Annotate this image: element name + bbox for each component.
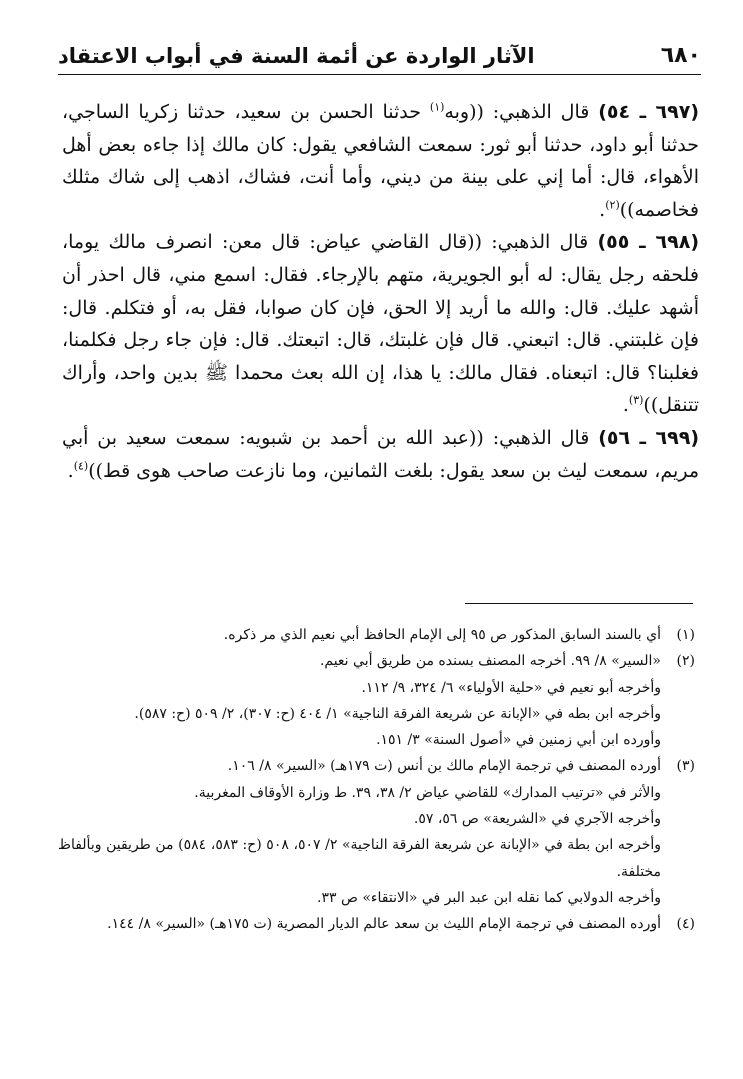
footnote-line: أورده المصنف في ترجمة الإمام مالك بن أنس (ت ١٧٩هـ) «السير» ٨/ ١٠٦. bbox=[227, 758, 661, 775]
footnote-marker: (٣) bbox=[676, 758, 695, 775]
footnote-line: «السير» ٨/ ٩٩. أخرجه المصنف بسنده من طريق أبي نعيم. bbox=[319, 653, 661, 670]
entry-number: (٦٩٨ ـ ٥٥) bbox=[597, 231, 699, 254]
footnote-line: وأخرجه الدولابي كما نقله ابن عبد البر في «الانتقاء» ص ٣٣. bbox=[317, 889, 661, 906]
footnote-marker: (٢) bbox=[676, 653, 695, 670]
footnote-marker: (١) bbox=[676, 627, 695, 643]
running-title: الآثار الواردة عن أئمة السنة في أبواب الاعتقاد bbox=[58, 44, 535, 68]
footnote-1 bbox=[58, 622, 695, 648]
entry-698 bbox=[62, 226, 699, 422]
footnote-2 bbox=[58, 648, 695, 753]
entry-punct: . bbox=[599, 198, 606, 221]
entry-punct: . bbox=[67, 459, 74, 482]
footnote-ref[interactable]: (٤) bbox=[73, 459, 89, 473]
footnote-line: أورده المصنف في ترجمة الإمام الليث بن سعد عالم الديار المصرية (ت ١٧٥هـ) «السير» ٨/ ١٤٤. bbox=[107, 916, 661, 933]
footnote-line: وأخرجه الآجري في «الشريعة» ص ٥٦، ٥٧. bbox=[413, 811, 661, 828]
footnotes bbox=[58, 622, 695, 938]
footnote-ref[interactable]: (٢) bbox=[605, 198, 620, 212]
entry-punct: . bbox=[622, 394, 629, 417]
footnote-separator bbox=[465, 603, 693, 604]
entry-text: قال الذهبي: ((وبه bbox=[444, 101, 599, 123]
main-text bbox=[62, 96, 699, 487]
footnote-line: أي بالسند السابق المذكور ص ٩٥ إلى الإمام الحافظ أبي نعيم الذي مر ذكره. bbox=[223, 627, 661, 643]
entry-number: (٦٩٧ ـ ٥٤) bbox=[598, 101, 699, 123]
footnote-ref[interactable]: (١) bbox=[429, 100, 445, 114]
entry-697 bbox=[62, 96, 699, 226]
footnote-3 bbox=[58, 753, 695, 911]
footnote-marker: (٤) bbox=[676, 916, 695, 933]
footnote-line: والأثر في «ترتيب المدارك» للقاضي عياض ٢/ ٣٨، ٣٩. ط وزارة الأوقاف المغربية. bbox=[194, 784, 661, 801]
entry-text: قال الذهبي: ((عبد الله بن أحمد بن شبويه: سمعت سعيد بن أبي مريم، سمعت ليث بن سعد يقول: بلغت الثمانين، وما نازعت صاحب هوى قط)) bbox=[62, 426, 699, 482]
footnote-line: وأخرجه ابن بطه في «الإبانة عن شريعة الفرقة الناجية» ١/ ٤٠٤ (ح: ٣٠٧)، ٢/ ٥٠٩ (ح: ٥٨٧). bbox=[134, 705, 661, 722]
footnote-line: وأورده ابن أبي زمنين في «أصول السنة» ٣/ ١٥١. bbox=[376, 732, 661, 749]
footnote-line: وأخرجه ابن بطة في «الإبانة عن شريعة الفرقة الناجية» ٢/ ٥٠٧، ٥٠٨ (ح: ٥٨٣، ٥٨٤) من طريقين وبألفاظ مختلفة. bbox=[58, 837, 662, 880]
page-number: ٦٨٠ bbox=[660, 43, 701, 68]
footnote-4 bbox=[58, 911, 695, 937]
footnote-ref[interactable]: (٣) bbox=[628, 394, 644, 408]
entry-699 bbox=[62, 422, 699, 487]
header-divider bbox=[58, 74, 701, 75]
entry-number: (٦٩٩ ـ ٥٦) bbox=[598, 426, 699, 449]
running-header bbox=[58, 28, 701, 68]
entry-text: قال الذهبي: ((قال القاضي عياض: قال معن: انصرف مالك يوما، فلحقه رجل يقال: له أبو الجويرية، متهم بالإرجاء. فقال: اسمع مني، قال احذر أن أشهد عليك. قال: والله ما أريد إلا الحق، فإن كان صوابا، فقل به، أو فتكلم. قال: فإن غلبتني. قال: اتبعني. قال فإن غلبتك، قال: اتبعتك. قال: فإن جاء رجل فكلمنا، فغلبنا؟ قال: اتبعناه. فقال مالك: يا هذا، إن الله بعث محمدا ﷺ بدين واحد، وأراك تتنقل)) bbox=[62, 231, 699, 417]
footnote-line: وأخرجه أبو نعيم في «حلية الأولياء» ٦/ ٣٢٤، ٩/ ١١٢. bbox=[361, 679, 661, 696]
entry-text: حدثنا الحسن بن سعيد، حدثنا زكريا الساجي، حدثنا أبو داود، حدثنا أبو ثور: سمعت الشافعي يقول: كان مالك إذا جاءه بعض أهل الأهواء، قال: أما إني على بينة من ديني، وأما أنت، فشاك، اذهب إلى شاك مثلك فخاصمه)) bbox=[62, 101, 699, 221]
